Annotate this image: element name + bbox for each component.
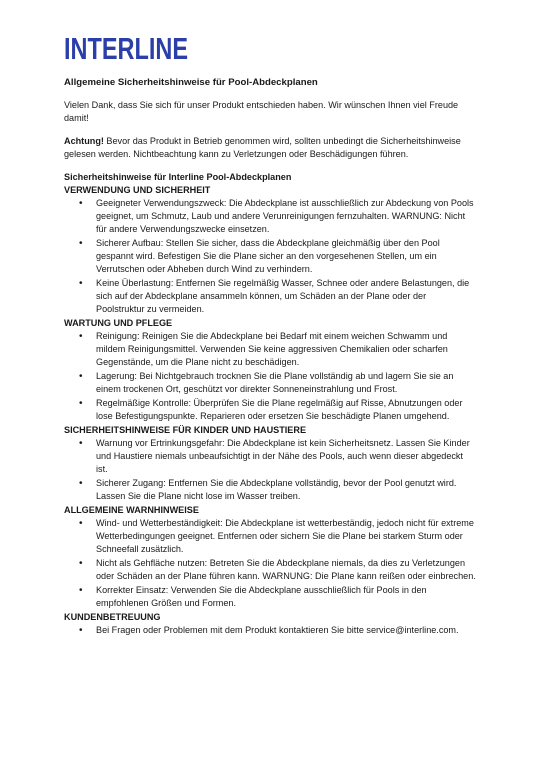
warning-text: Bevor das Produkt in Betrieb genommen wird, sollten unbedingt die Sicherheitshinweise gelesen werden. Nichtbeachtung kann zu Verletzungen oder Beschädigungen führen. <box>64 136 461 159</box>
section-heading: SICHERHEITSHINWEISE FÜR KINDER UND HAUSTIERE <box>64 425 307 435</box>
warning-label: Achtung! <box>64 136 104 146</box>
section-customer-service <box>64 611 476 637</box>
logo-text: INTERLINE <box>64 31 188 66</box>
list-item: • Keine Überlastung: Entfernen Sie regelmäßig Wasser, Schnee oder andere Belastungen, die sich auf der Abdeckplane ansammeln können, um Schäden an der Plane oder der Poolstruktur zu vermeiden. <box>64 277 476 316</box>
warning-paragraph <box>64 135 476 161</box>
list-item: • Warnung vor Ertrinkungsgefahr: Die Abdeckplane ist kein Sicherheitsnetz. Lassen Sie Kinder und Haustiere niemals unbeaufsichtigt in der Nähe des Pools, auch wenn dieser abgedeckt ist. <box>64 437 476 476</box>
section-heading: ALLGEMEINE WARNHINWEISE <box>64 505 199 515</box>
section-general-warnings <box>64 504 476 610</box>
safety-intro-heading: Sicherheitshinweise für Interline Pool-Abdeckplanen <box>64 172 292 182</box>
list-item: • Bei Fragen oder Problemen mit dem Produkt kontaktieren Sie bitte service@interline.com. <box>64 624 476 637</box>
section-heading: VERWENDUNG UND SICHERHEIT <box>64 185 211 195</box>
bullet-list <box>64 330 476 423</box>
section-usage <box>64 184 476 316</box>
bullet-list <box>64 437 476 503</box>
list-item: • Sicherer Zugang: Entfernen Sie die Abdeckplane vollständig, bevor der Pool genutzt wird. Lassen Sie die Plane nicht lose im Wasser treiben. <box>64 477 476 503</box>
section-heading: WARTUNG UND PFLEGE <box>64 318 173 328</box>
section-children-pets <box>64 424 476 503</box>
bullet-list <box>64 197 476 316</box>
intro-text: Vielen Dank, dass Sie sich für unser Produkt entschieden haben. Wir wünschen Ihnen viel Freude damit! <box>64 100 459 123</box>
bullet-list <box>64 517 476 610</box>
section-heading: KUNDENBETREUUNG <box>64 612 161 622</box>
list-item: • Reinigung: Reinigen Sie die Abdeckplane bei Bedarf mit einem weichen Schwamm und mildem Reinigungsmittel. Verwenden Sie keine aggressiven Chemikalien oder scharfen Gegenstände, um die Plane nicht zu beschädigen. <box>64 330 476 369</box>
section-maintenance <box>64 317 476 423</box>
list-item: • Korrekter Einsatz: Verwenden Sie die Abdeckplane ausschließlich für Pools in den empfohlenen Größen und Formen. <box>64 584 476 610</box>
list-item: • Wind- und Wetterbeständigkeit: Die Abdeckplane ist wetterbeständig, jedoch nicht für extreme Wetterbedingungen geeignet. Entfernen oder sichern Sie die Plane bei starkem Sturm oder Schneefall zusätzlich. <box>64 517 476 556</box>
list-item: • Sicherer Aufbau: Stellen Sie sicher, dass die Abdeckplane gleichmäßig über den Pool gespannt wird. Befestigen Sie die Plane sicher an den vorgesehenen Stellen, um ein Verrutschen oder Abheben durch Wind zu verhindern. <box>64 237 476 276</box>
interline-logo <box>64 30 188 64</box>
list-item: • Nicht als Gehfläche nutzen: Betreten Sie die Abdeckplane niemals, da dies zu Verletzungen oder Schäden an der Plane führen kann. WARNUNG: Die Plane kann reißen oder einbrechen. <box>64 557 476 583</box>
document-title: Allgemeine Sicherheitshinweise für Pool-Abdeckplanen <box>64 77 318 88</box>
list-item: • Geeigneter Verwendungszweck: Die Abdeckplane ist ausschließlich zur Abdeckung von Pools geeignet, um Schmutz, Laub und andere Verunreinigungen fernzuhalten. WARNUNG: Nicht für andere Verwendungszwecke einsetzen. <box>64 197 476 236</box>
logo-wordmark <box>64 30 188 64</box>
list-item: • Regelmäßige Kontrolle: Überprüfen Sie die Plane regelmäßig auf Risse, Abnutzungen oder lose Befestigungspunkte. Reparieren oder ersetzen Sie beschädigte Planen umgehend. <box>64 397 476 423</box>
document-body <box>64 76 476 638</box>
list-item: • Lagerung: Bei Nichtgebrauch trocknen Sie die Plane vollständig ab und lagern Sie sie an einem trockenen Ort, geschützt vor direkter Sonneneinstrahlung und Frost. <box>64 370 476 396</box>
bullet-list <box>64 624 476 637</box>
